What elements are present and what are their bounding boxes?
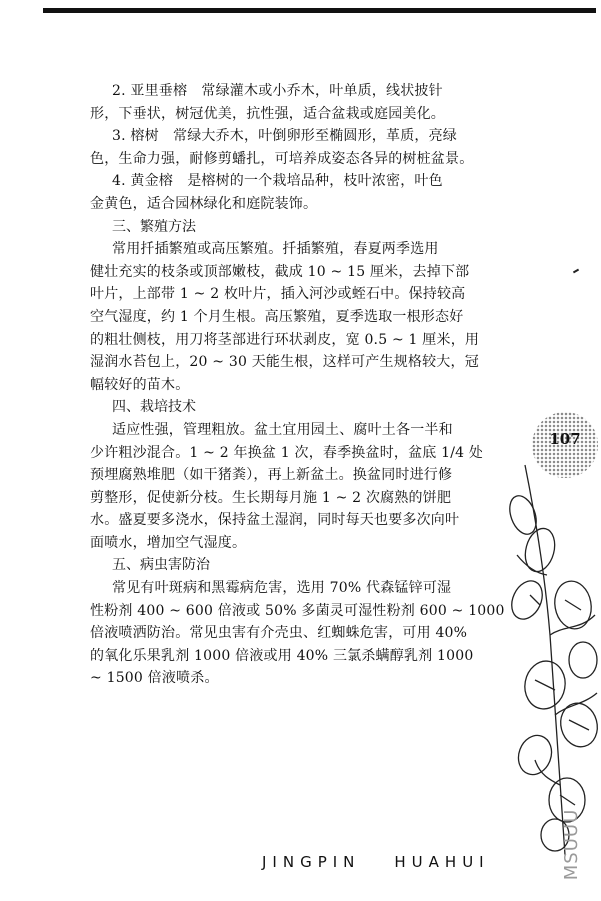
text-line: 性粉剂 400 ~ 600 倍液或 50% 多菌灵可湿性粉剂 600 ~ 1000 [90, 602, 505, 619]
text-line: 色，生命力强，耐修剪蟠扎，可培养成姿态各异的树桩盆景。 [90, 150, 474, 167]
text-line: 幅较好的苗木。 [90, 376, 190, 393]
text-line: 金黄色，适合园林绿化和庭院装饰。 [90, 195, 318, 212]
text-line: 空气湿度，约 1 个月生根。高压繁殖，夏季选取一根形态好 [90, 308, 464, 325]
text-line: 的粗壮侧枝，用刀将茎部进行环状剥皮，宽 0.5 ~ 1 厘米，用 [90, 331, 480, 348]
section-heading: 五、病虫害防治 [112, 557, 210, 574]
text-line: 预埋腐熟堆肥（如干猪粪），再上新盆土。换盆同时进行修 [90, 467, 453, 484]
margin-mark [573, 269, 579, 274]
text-line: 湿润水苔包上，20 ~ 30 天能生根，这样可产生规格较大，冠 [90, 354, 479, 371]
text-line: 形，下垂状，树冠优美，抗性强，适合盆栽或庭园美化。 [90, 105, 445, 122]
page-number: 107 [549, 430, 581, 448]
text-line: 剪整形，促使新分枝。生长期每月施 1 ~ 2 次腐熟的饼肥 [90, 489, 452, 506]
footer [262, 853, 490, 871]
text-line: 少许粗沙混合。1 ~ 2 年换盆 1 次，春季换盆时，盆底 1/4 处 [90, 444, 484, 461]
text-line: 常见有叶斑病和黑霉病危害，选用 70% 代森锰锌可湿 [112, 580, 452, 597]
text-line: 2. 亚里垂榕 常绿灌木或小乔木，叶单质，线状披针 [112, 83, 443, 99]
footer-word-1: JINGPIN [262, 853, 361, 871]
text-line: 倍液喷洒防治。常见虫害有介壳虫、红蜘蛛危害，可用 40% [90, 625, 468, 642]
text-line: 的氧化乐果乳剂 1000 倍液或用 40% 三氯杀螨醇乳剂 1000 [90, 647, 474, 664]
footer-word-2: HUAHUI [394, 853, 490, 871]
section-heading: 四、栽培技术 [112, 399, 196, 416]
text-line: 面喷水，增加空气湿度。 [90, 534, 247, 551]
text-line: 4. 黄金榕 是榕树的一个栽培品种，枝叶浓密，叶色 [112, 173, 443, 190]
text-line: 3. 榕树 常绿大乔木，叶倒卵形至椭圆形，革质，亮绿 [112, 128, 458, 145]
text-line: 水。盛夏要多浇水，保持盆土湿润，同时每天也要多次向叶 [90, 512, 460, 529]
watermark [561, 800, 598, 900]
top-rule [43, 8, 596, 13]
text-line: 常用扦插繁殖或高压繁殖。扦插繁殖，春夏两季选用 [112, 241, 439, 258]
watermark-text: MSUUU [561, 808, 583, 881]
text-line: ~ 1500 倍液喷杀。 [90, 670, 219, 687]
text-line: 健壮充实的枝条或顶部嫩枝，截成 10 ~ 15 厘米，去掉下部 [90, 263, 470, 280]
body-text [90, 80, 515, 690]
section-heading: 三、繁殖方法 [112, 218, 196, 235]
text-line: 叶片，上部带 1 ~ 2 枚叶片，插入河沙或蛭石中。保持较高 [90, 286, 466, 303]
text-line: 适应性强，管理粗放。盆土宜用园土、腐叶土各一半和 [112, 421, 453, 438]
